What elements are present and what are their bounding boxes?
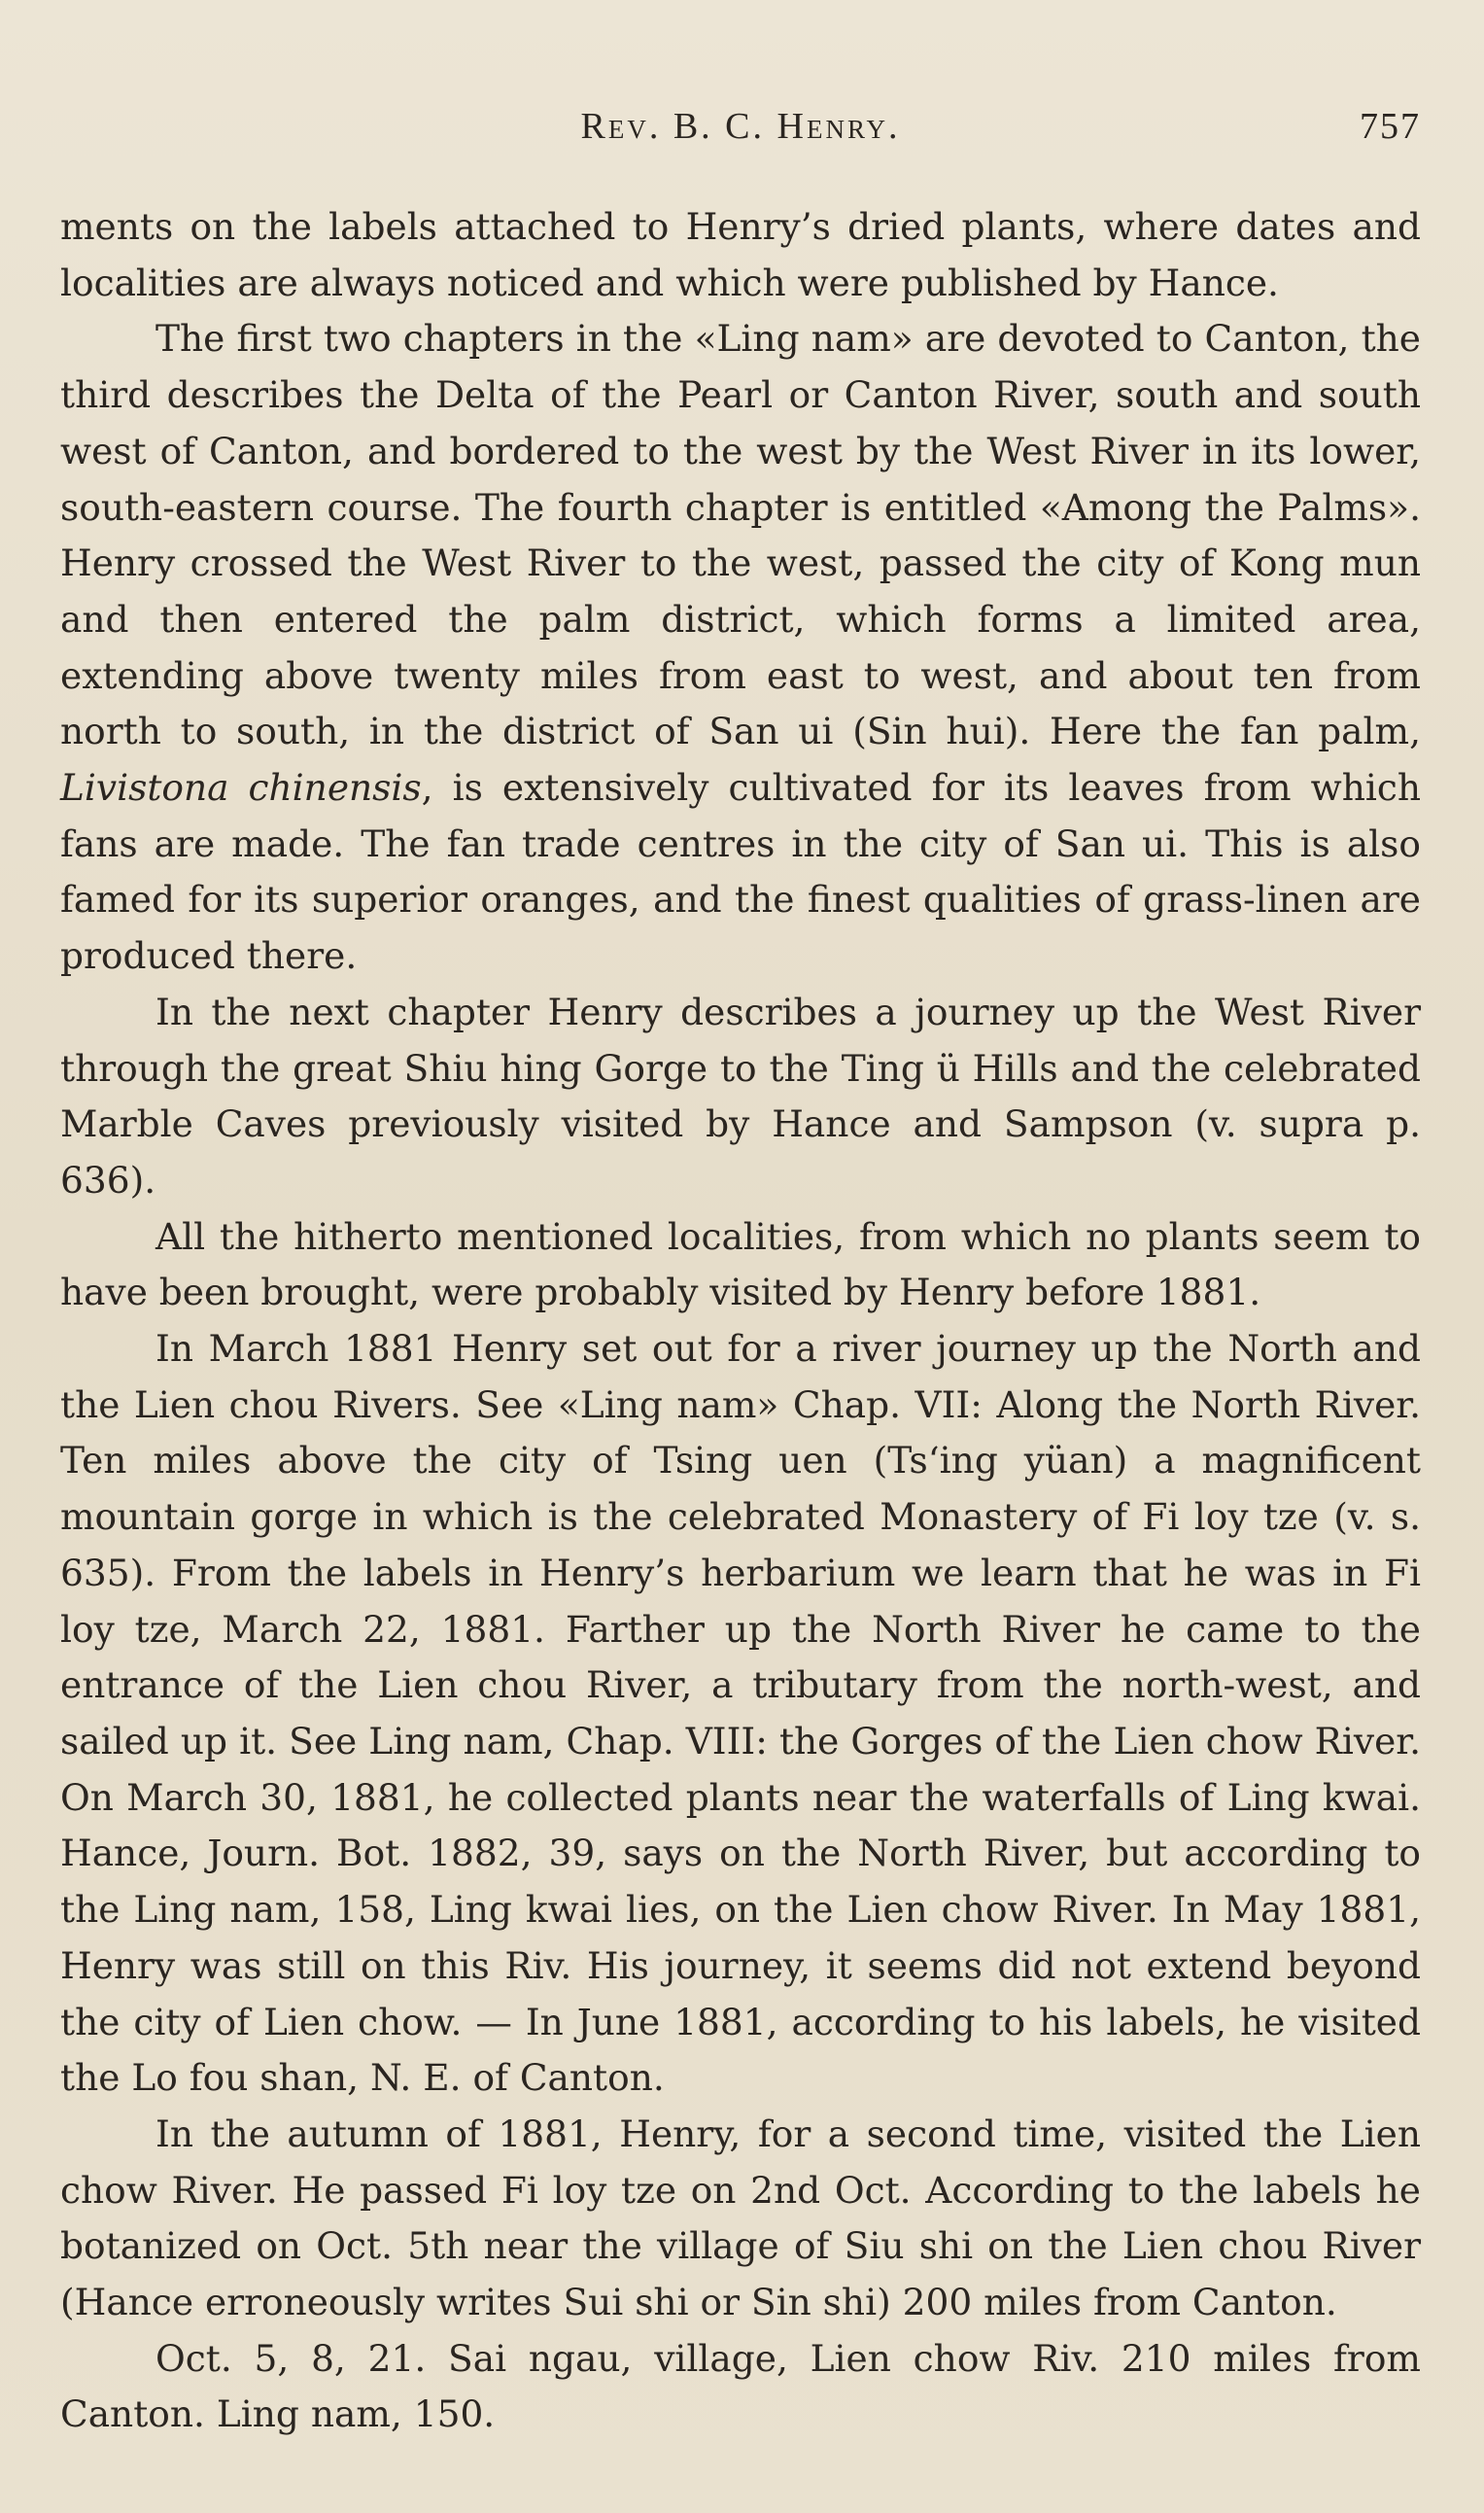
paragraph-2-text-after: , is extensively cultivated for its leaves from which fans are made. The fan trade centres in the city of San ui. This is also famed for its superior oranges, and the finest qualities of grass-linen are produced there. bbox=[60, 766, 1421, 978]
paragraph-3: In the next chapter Henry describes a journey up the West River through the great Shiu hing Gorge to the Ting ü Hills and the celebrated Marble Caves previously visited by Hance and Sampson (v. supra p. 636). bbox=[60, 990, 1421, 1202]
running-title: Rev. B. C. Henry. bbox=[580, 106, 901, 147]
species-name: Livistona chinensis bbox=[60, 766, 422, 810]
paragraph-1: ments on the labels attached to Henry’s dried plants, where dates and localities are always noticed and which were published by Hance. bbox=[60, 205, 1421, 304]
running-head bbox=[60, 105, 1421, 163]
body-text bbox=[60, 199, 1421, 2443]
paragraph-7: Oct. 5, 8, 21. Sai ngau, village, Lien chow Riv. 210 miles from Canton. Ling nam, 150. bbox=[60, 2336, 1421, 2436]
paragraph-2-text-before: The first two chapters in the «Ling nam» are devoted to Canton, the third describes the Delta of the Pearl or Canton River, south and south west of Canton, and bordered to the west by the West River in its lower, south-eastern course. The fourth chapter is entitled «Among the Palms». Henry crossed the West River to the west, passed the city of Kong mun and then entered the palm district, which forms a limited area, extending above twenty miles from east to west, and about ten from north to south, in the district of San ui (Sin hui). Here the fan palm, bbox=[60, 317, 1421, 753]
paragraph-2 bbox=[60, 311, 1421, 984]
paragraph-4: All the hitherto mentioned localities, from which no plants seem to have been brought, were probably visited by Henry before 1881. bbox=[60, 1214, 1421, 1314]
paragraph-5: In March 1881 Henry set out for a river journey up the North and the Lien chou Rivers. See «Ling nam» Chap. VII: Along the North River. Ten miles above the city of Tsing uen (Ts‘ing yüan) a magnificent mountain gorge in which is the celebrated Monastery of Fi loy tze (v. s. 635). From the labels in Henry’s herbarium we learn that he was in Fi loy tze, March 22, 1881. Farther up the North River he came to the entrance of the Lien chou River, a tributary from the north-west, and sailed up it. See Ling nam, Chap. VIII: the Gorges of the Lien chow River. On March 30, 1881, he collected plants near the waterfalls of Ling kwai. Hance, Journ. Bot. 1882, 39, says on the North River, but according to the Ling nam, 158, Ling kwai lies, on the Lien chow River. In May 1881, Henry was still on this Riv. His journey, it seems did not extend beyond the city of Lien chow. — In June 1881, according to his labels, he visited the Lo fou shan, N. E. of Canton. bbox=[60, 1327, 1421, 2100]
page-number: 757 bbox=[1360, 106, 1421, 147]
paragraph-6: In the autumn of 1881, Henry, for a second time, visited the Lien chow River. He passed Fi loy tze on 2nd Oct. According to the labels he botanized on Oct. 5th near the village of Siu shi on the Lien chou River (Hance erroneously writes Sui shi or Sin shi) 200 miles from Canton. bbox=[60, 2112, 1421, 2324]
